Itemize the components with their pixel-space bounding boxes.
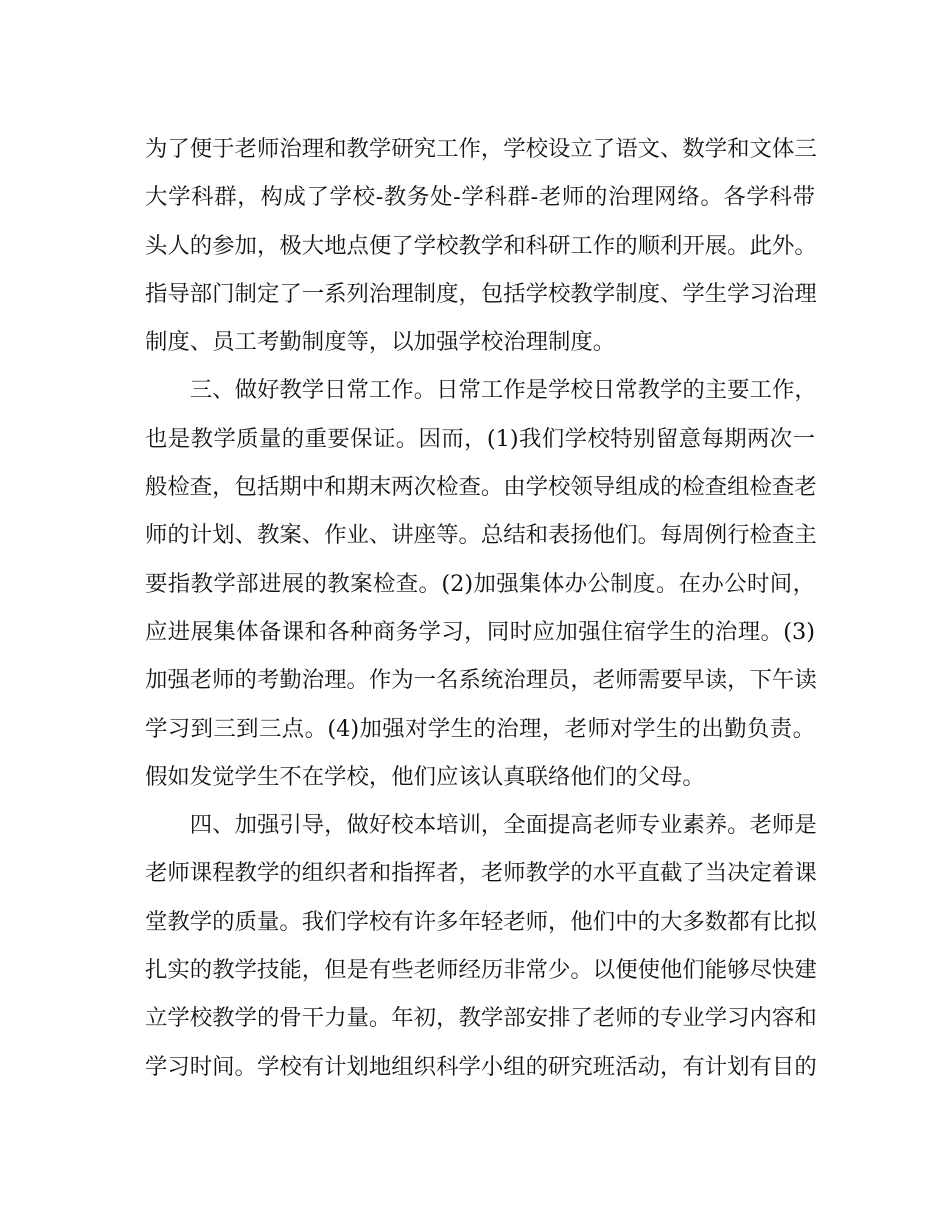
text-line: 头人的参加，极大地点便了学校教学和科研工作的顺利开展。此外。 bbox=[145, 232, 817, 259]
text-line: 制度、员工考勤制度等，以加强学校治理制度。 bbox=[145, 329, 616, 356]
text-line: 应进展集体备课和各种商务学习，同时应加强住宿学生的治理。(3) bbox=[145, 618, 815, 645]
text-line: 三、做好教学日常工作。日常工作是学校日常教学的主要工作， bbox=[189, 377, 817, 404]
text-line: 学习时间。学校有计划地组织科学小组的研究班活动，有计划有目的 bbox=[145, 1053, 817, 1080]
text-line: 学习到三到三点。(4)加强对学生的治理，老师对学生的出勤负责。 bbox=[145, 715, 815, 742]
text-line: 师的计划、教案、作业、讲座等。总结和表扬他们。每周例行检查主 bbox=[145, 522, 817, 549]
text-line: 大学科群，构成了学校-教务处-学科群-老师的治理网络。各学科带 bbox=[145, 184, 815, 211]
text-line: 般检查，包括期中和期末两次检查。由学校领导组成的检查组检查老 bbox=[145, 474, 817, 501]
text-line: 四、加强引导，做好校本培训，全面提高老师专业素养。老师是 bbox=[189, 812, 817, 839]
text-line: 加强老师的考勤治理。作为一名系统治理员，老师需要早读，下午读 bbox=[145, 667, 817, 694]
text-line: 立学校教学的骨干力量。年初，教学部安排了老师的专业学习内容和 bbox=[145, 1005, 817, 1032]
text-line: 也是教学质量的重要保证。因而，(1)我们学校特别留意每期两次一 bbox=[145, 425, 815, 452]
text-line: 要指教学部进展的教案检查。(2)加强集体办公制度。在办公时间， bbox=[145, 570, 815, 597]
body-text bbox=[145, 125, 815, 1091]
text-line: 扎实的教学技能，但是有些老师经历非常少。以便使他们能够尽快建 bbox=[145, 957, 817, 984]
text-line: 假如发觉学生不在学校，他们应该认真联络他们的父母。 bbox=[145, 763, 705, 790]
text-line: 堂教学的质量。我们学校有许多年轻老师，他们中的大多数都有比拟 bbox=[145, 908, 817, 935]
text-line: 指导部门制定了一系列治理制度，包括学校教学制度、学生学习治理 bbox=[145, 280, 817, 307]
text-line: 老师课程教学的组织者和指挥者，老师教学的水平直截了当决定着课 bbox=[145, 860, 817, 887]
text-line: 为了便于老师治理和教学研究工作，学校设立了语文、数学和文体三 bbox=[145, 136, 817, 162]
